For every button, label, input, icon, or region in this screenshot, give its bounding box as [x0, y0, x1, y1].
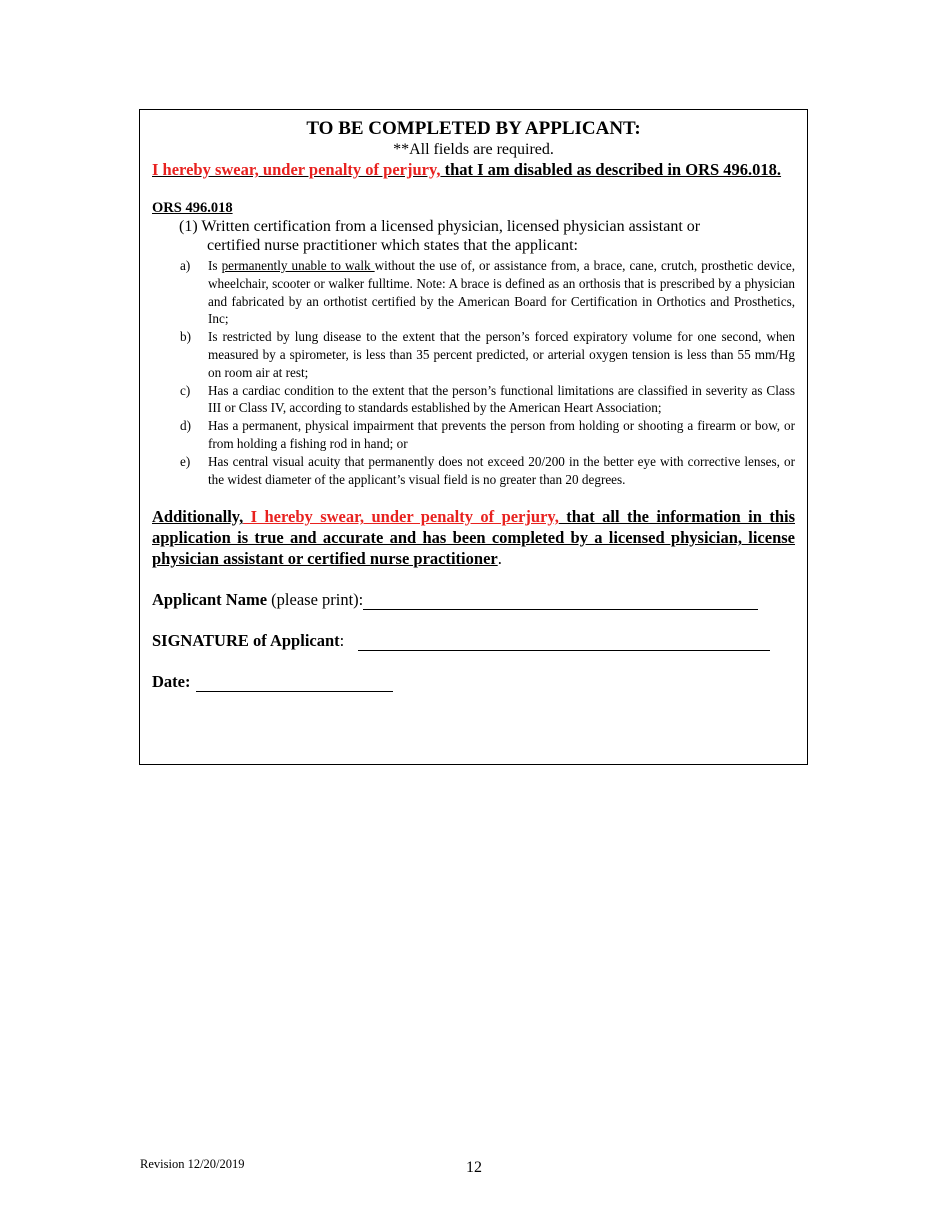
criteria-emphasis: permanently unable to walk	[221, 258, 375, 273]
criteria-item: d) Has a permanent, physical impairment that prevents the person from holding or shooting a firearm or bow, or from holding a fishing rod in hand; or	[180, 418, 795, 451]
revision-date: Revision 12/20/2019	[140, 1157, 245, 1171]
page-number: 12	[466, 1159, 482, 1176]
oath-statement-text: that I am disabled as described in ORS 496.018.	[440, 160, 782, 179]
criteria-marker: b)	[180, 329, 191, 345]
applicant-form-box	[139, 109, 808, 765]
criteria-item: b) Is restricted by lung disease to the extent that the person’s forced expiratory volume for one second, when measured by a spirometer, is less than 35 percent predicted, or arterial oxygen tension is less than 55 mm/Hg on room air at rest;	[180, 329, 795, 380]
signature-row	[152, 631, 795, 651]
criteria-marker: a)	[180, 258, 191, 273]
applicant-name-field[interactable]	[363, 593, 758, 610]
signature-label: SIGNATURE of Applicant:	[152, 631, 345, 651]
criteria-list	[152, 257, 795, 488]
signature-field[interactable]	[358, 634, 770, 651]
applicant-name-row	[152, 590, 795, 610]
criteria-marker: d)	[180, 418, 191, 434]
date-label: Date:	[152, 672, 191, 692]
ors-section-title: ORS 496.018	[152, 200, 233, 216]
criteria-marker: c)	[180, 382, 191, 398]
accuracy-oath: Additionally, I hereby swear, under penalty of perjury, that all the information in this application is true and accurate and has been completed by a licensed physician, license physician assistant or certified nurse practitioner.	[152, 507, 795, 569]
criteria-item: c) Has a cardiac condition to the extent that the person’s functional limitations are classified in severity as Class III or Class IV, according to standards established by the American Heart Association;	[180, 382, 795, 416]
cert-intro-line2: certified nurse practitioner which states that the applicant:	[207, 237, 578, 254]
form-heading: TO BE COMPLETED BY APPLICANT:	[306, 118, 641, 139]
certification-intro	[179, 217, 795, 255]
criteria-marker: e)	[180, 453, 191, 469]
oath-perjury-text: I hereby swear, under penalty of perjury,	[152, 160, 441, 179]
cert-intro-line1: (1) Written certification from a licensed physician, licensed physician assistant or	[179, 218, 701, 235]
criteria-item: a) Is permanently unable to walk without the use of, or assistance from, a brace, cane, crutch, prosthetic device, wheelchair, scooter or walker fulltime. Note: A brace is defined as an orthosis that is prescribed by a physician and fabricated by an orthotist certified by the American Board for Certification in Orthotics and Prosthetics, Inc;	[180, 258, 795, 327]
date-field[interactable]	[196, 675, 393, 692]
disability-oath	[152, 160, 795, 180]
accuracy-perjury-text: I hereby swear, under penalty of perjury,	[243, 507, 559, 527]
applicant-name-label: Applicant Name (please print):	[152, 590, 364, 610]
date-row	[152, 672, 795, 692]
required-note: **All fields are required.	[393, 141, 554, 158]
criteria-item: e) Has central visual acuity that permanently does not exceed 20/200 in the better eye with corrective lenses, or the widest diameter of the applicant’s visual field is no greater than 20 degrees.	[180, 453, 795, 487]
